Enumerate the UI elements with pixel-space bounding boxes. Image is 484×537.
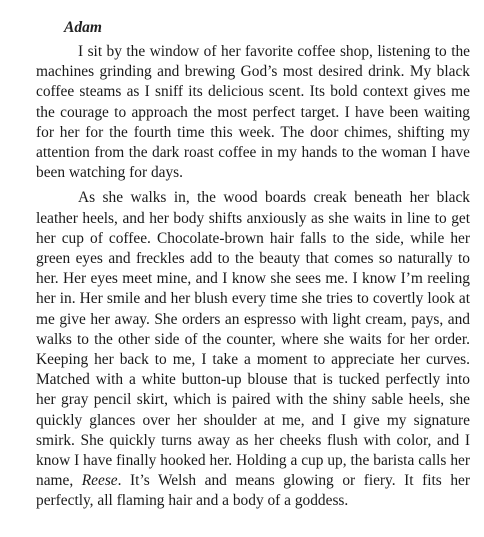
paragraph-2-text-before-name: As she walks in, the wood boards creak beneath her black leather heels, and her body shifts anxiously as she waits in line to get her cup of coffee. Chocolate-brown hair falls to the side, while her green eyes and freckles add to the beauty that comes so naturally to her. Her eyes meet mine, and I know she sees me. I know I’m reeling her in. Her smile and her blush every time she tries to covertly look at me give her away. She orders an espresso with light cream, pays, and walks to the other side of the counter, where she waits for her order. Keeping her back to me, I take a moment to appreciate her curves. Matched with a white button-up blouse that is tucked perfectly into her gray pencil skirt, which is paired with the shiny sable heels, she quickly glances over her shoulder at me, and I give my signature smirk. She quickly turns away as her cheeks flush with color, and I know I have finally hooked her. Holding a cup up, the barista calls her name,: [36, 189, 470, 490]
paragraph-2-text-after-name: . It’s Welsh and means glowing or fiery. It fits her perfectly, all flaming hair and a body of a goddess.: [36, 472, 470, 510]
book-page: [36, 18, 470, 517]
paragraph-2: [36, 188, 470, 511]
chapter-heading: Adam: [64, 19, 102, 36]
character-name-emphasis: Reese: [81, 472, 118, 490]
paragraph-1: I sit by the window of her favorite coffee shop, listening to the machines grinding and brewing God’s most desired drink. My black coffee steams as I sniff its delicious scent. Its bold context gives me the courage to approach the most perfect target. I have been waiting for her for the fourth time this week. The door chimes, shifting my attention from the dark roast coffee in my hands to the woman I have been watching for days.: [36, 43, 470, 182]
